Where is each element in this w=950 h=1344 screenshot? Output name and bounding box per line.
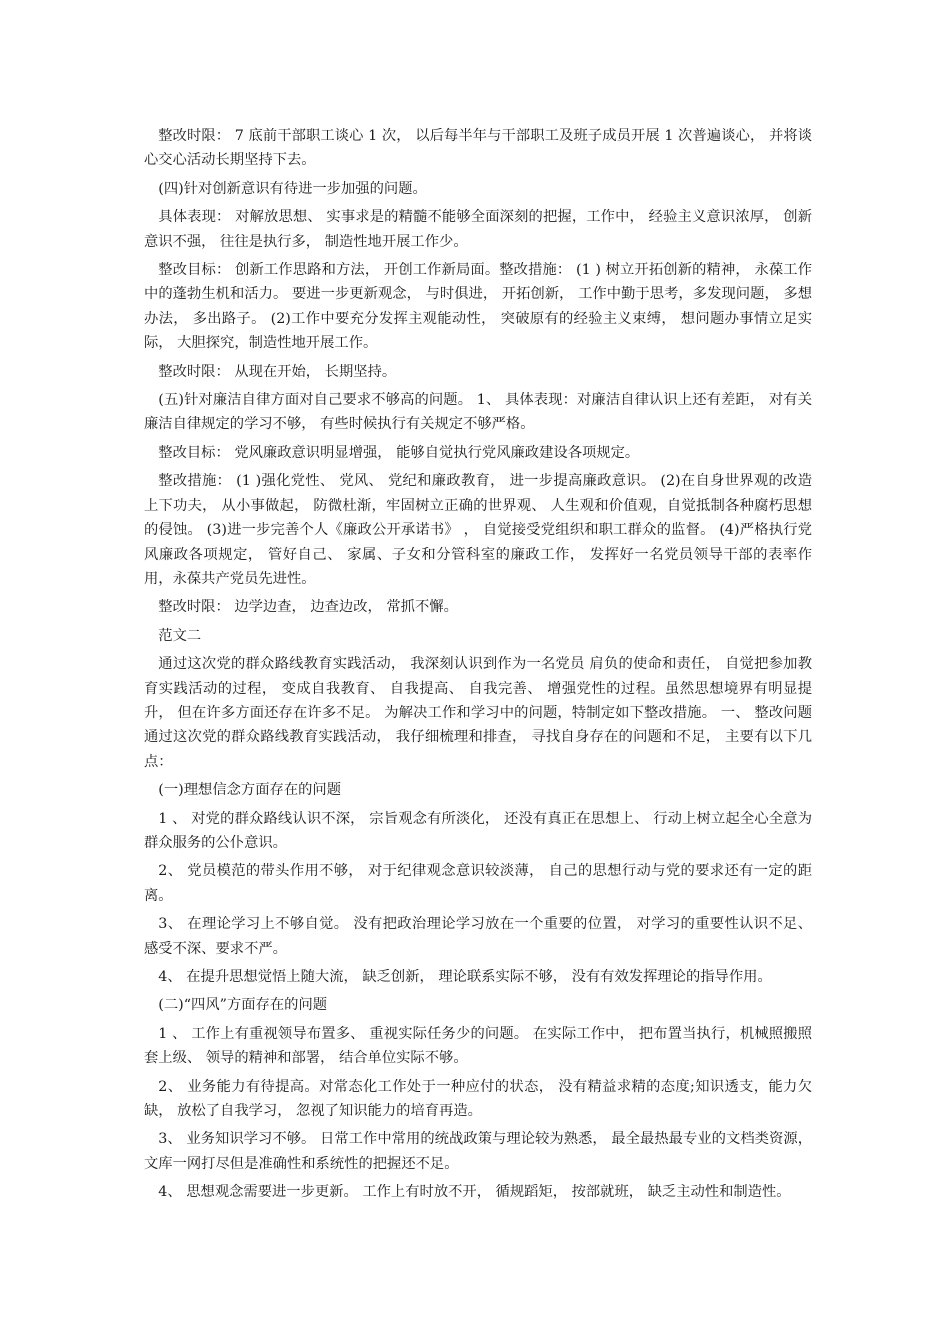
- paragraph-innovation-goals-measures: 整改目标： 创新工作思路和方法， 开创工作新局面。整改措施： (1 ) 树立开拓创新的精神， 永葆工作中的蓬勃生机和活力。 要进一步更新观念， 与时俱进， 开拓创新， 工作中勤于思考，多发现问题， 多想办法， 多出路子。 (2)工作中要充分发挥主观能动性， 突破原有的经验主义束缚， 想问题办事情立足实际， 大胆探究，制造性地开展工作。: [144, 262, 812, 352]
- paragraph-integrity-goal: 整改目标： 党风廉政意识明显增强， 能够自觉执行党风廉政建设各项规定。: [158, 444, 640, 461]
- section-heading-innovation: (四)针对创新意识有待进一步加强的问题。: [158, 180, 427, 197]
- paragraph-integrity-measures: 整改措施： (1 )强化党性、 党风、 党纪和廉政教育， 进一步提高廉政意识。 (2)在自身世界观的改造上下功夫， 从小事做起， 防微杜渐，牢固树立正确的世界观、 人生观和价值观，自觉抵制各种腐朽思想的侵蚀。 (3)进一步完善个人《廉政公开承诺书》 ， 自觉接受党组织和职工群众的监督。 (4)严格执行党风廉政各项规定， 管好自己、 家属、子女和分管科室的廉政工作， 发挥好一名党员领导干部的表率作用，永葆共产党员先进性。: [144, 473, 812, 587]
- list-item-four-winds-1: 1 、 工作上有重视领导布置多、 重视实际任务少的问题。 在实际工作中， 把布置当执行，机械照搬照套上级、 领导的精神和部署， 结合单位实际不够。: [144, 1025, 812, 1067]
- paragraph-integrity-issue: (五)针对廉洁自律方面对自己要求不够高的问题。 1、 具体表现：对廉洁自律认识上还有差距， 对有关廉洁自律规定的学习不够， 有些时候执行有关规定不够严格。: [144, 392, 812, 433]
- paragraph-innovation-symptoms: 具体表现： 对解放思想、 实事求是的精髓不能够全面深刻的把握，工作中， 经验主义意识浓厚， 创新意识不强， 往往是执行多， 制造性地开展工作少。: [144, 209, 812, 250]
- list-item-four-winds-3: 3、 业务知识学习不够。 日常工作中常用的统战政策与理论较为熟悉， 最全最热最专业的文档类资源， 文库一网打尽但是准确性和系统性的把握还不足。: [144, 1131, 812, 1172]
- document-page: [144, 124, 812, 1205]
- section-heading-ideals-beliefs: (一)理想信念方面存在的问题: [158, 782, 342, 799]
- list-item-ideals-2: 2、 党员模范的带头作用不够， 对于纪律观念意识较淡薄， 自己的思想行动与党的要求还有一定的距离。: [144, 863, 812, 904]
- list-item-four-winds-4: 4、 思想观念需要进一步更新。 工作上有时放不开， 循规蹈矩， 按部就班， 缺乏主动性和制造性。: [158, 1184, 791, 1201]
- list-item-ideals-1: 1 、 对党的群众路线认识不深， 宗旨观念有所淡化， 还没有真正在思想上、 行动上树立起全心全意为群众服务的公仆意识。: [144, 810, 812, 851]
- section-heading-four-winds: (二)“四风”方面存在的问题: [158, 997, 328, 1014]
- paragraph-innovation-deadline: 整改时限： 从现在开始， 长期坚持。: [158, 363, 397, 380]
- section-title-sample-two: 范文二: [158, 627, 202, 644]
- paragraph-sample-two-intro: 通过这次党的群众路线教育实践活动， 我深刻认识到作为一名党员 肩负的使命和责任， 自觉把参加教育实践活动的过程， 变成自我教育、 自我提高、 自我完善、 增强党性的过程。虽然思想境界有明显提升， 但在许多方面还存在许多不足。 为解决工作和学习中的问题，特制定如下整改措施。 一、 整改问题 通过这次党的群众路线教育实践活动， 我仔细梳理和排查， 寻找自身存在的问题和不足， 主要有以下几点：: [144, 656, 812, 770]
- list-item-ideals-3: 3、 在理论学习上不够自觉。 没有把政治理论学习放在一个重要的位置， 对学习的重要性认识不足、 感受不深、要求不严。: [144, 916, 812, 957]
- paragraph-integrity-deadline: 整改时限： 边学边查， 边查边改， 常抓不懈。: [158, 599, 458, 616]
- paragraph-rectification-deadline-talks: 整改时限： 7 底前干部职工谈心 1 次， 以后每半年与干部职工及班子成员开展 1 次普遍谈心， 并将谈心交心活动长期坚持下去。: [144, 128, 812, 169]
- list-item-ideals-4: 4、 在提升思想觉悟上随大流， 缺乏创新， 理论联系实际不够， 没有有效发挥理论的指导作用。: [158, 969, 772, 985]
- list-item-four-winds-2: 2、 业务能力有待提高。对常态化工作处于一种应付的状态， 没有精益求精的态度;知识透支，能力欠缺， 放松了自我学习， 忽视了知识能力的培育再造。: [144, 1078, 812, 1120]
